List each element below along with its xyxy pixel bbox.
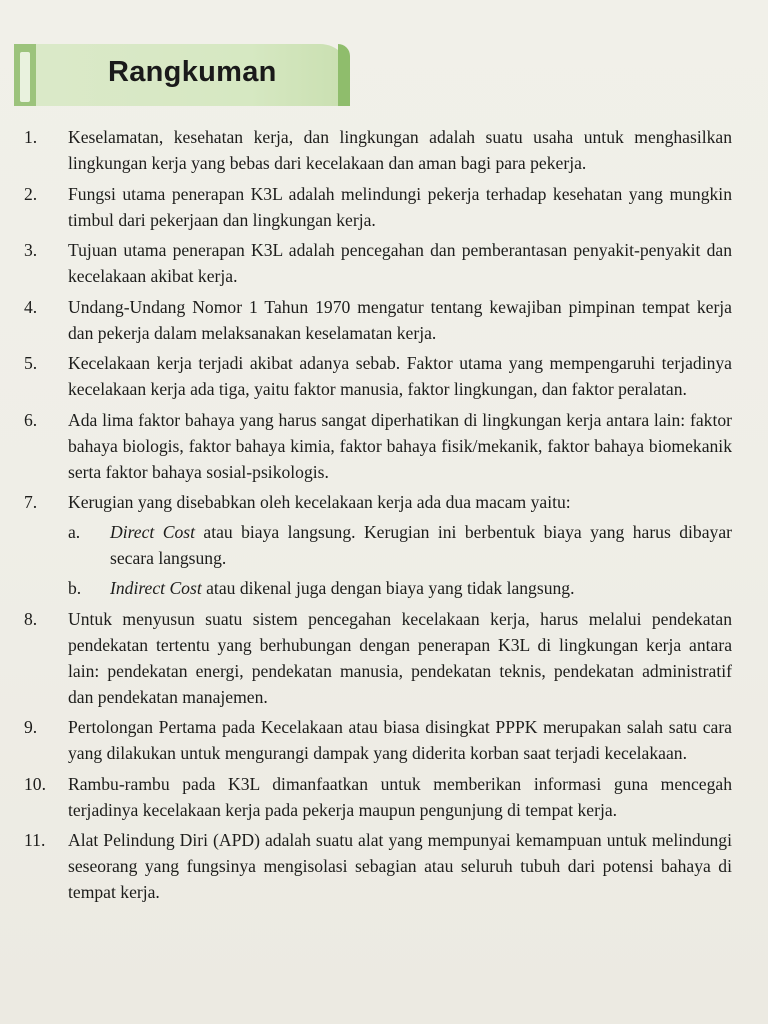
- item-number: 8.: [24, 608, 38, 629]
- list-item: [22, 489, 732, 601]
- header-accent-inner: [20, 52, 30, 102]
- list-item: [22, 714, 732, 766]
- header-corner-accent: [338, 44, 350, 106]
- sub-item-description: atau dikenal juga dengan biaya yang tidak langsung.: [201, 578, 575, 598]
- item-text: Fungsi utama penerapan K3L adalah melindungi pekerja terhadap kesehatan yang mungkin timbul dari pekerjaan dan lingkungan kerja.: [68, 183, 732, 230]
- item-text: Untuk menyusun suatu sistem pencegahan kecelakaan kerja, harus melalui pendekatan pendekatan tertentu yang berhubungan dengan penerapan K3L di lingkungan kerja antara lain: pendekatan energi, pendekatan manusia, pendekatan teknis, pendekatan administratif dan pendekatan manajemen.: [68, 608, 732, 707]
- item-number: 10.: [24, 773, 46, 794]
- list-item: [22, 350, 732, 402]
- item-body: [68, 489, 732, 601]
- item-number: 4.: [24, 296, 38, 317]
- item-number: 11.: [24, 830, 46, 850]
- list-item: [22, 606, 732, 710]
- item-number: 9.: [24, 717, 38, 737]
- item-text: Rambu-rambu pada K3L dimanfaatkan untuk memberikan informasi guna mencegah terjadinya kecelakaan kerja pada pekerja maupun pengunjung di tempat kerja.: [68, 773, 732, 820]
- list-item: [22, 407, 732, 485]
- list-item: [22, 124, 732, 176]
- sub-item-text: [110, 575, 732, 601]
- sub-item-term: Indirect Cost: [110, 578, 202, 598]
- page-title: Rangkuman: [108, 56, 277, 88]
- item-text: Alat Pelindung Diri (APD) adalah suatu alat yang mempunyai kemampuan untuk melindungi seseorang yang fungsinya mengisolasi sebagian atau seluruh tubuh dari potensi bahaya di tempat kerja.: [68, 830, 732, 902]
- item-text: Undang-Undang Nomor 1 Tahun 1970 mengatur tentang kewajiban pimpinan tempat kerja dan pekerja dalam melaksanakan keselamatan kerja.: [68, 296, 732, 343]
- item-number: 6.: [24, 409, 38, 430]
- item-text: Tujuan utama penerapan K3L adalah pencegahan dan pemberantasan penyakit-penyakit dan kecelakaan akibat kerja.: [68, 240, 732, 286]
- item-text: Pertolongan Pertama pada Kecelakaan atau biasa disingkat PPPK merupakan salah satu cara yang dilakukan untuk mengurangi dampak yang diderita korban saat terjadi kecelakaan.: [68, 717, 732, 763]
- sub-item-text: [110, 519, 732, 571]
- sub-item-letter: a.: [68, 522, 81, 542]
- sub-item-term: Direct Cost: [110, 522, 195, 542]
- item-number: 1.: [24, 127, 38, 147]
- sub-list-item: [68, 519, 732, 571]
- list-item: [22, 181, 732, 233]
- item-text: Keselamatan, kesehatan kerja, dan lingkungan adalah suatu usaha untuk menghasilkan lingkungan kerja yang bebas dari kecelakaan dan aman bagi para pekerja.: [68, 127, 732, 173]
- sub-item-description: atau biaya langsung. Kerugian ini berbentuk biaya yang harus dibayar secara langsung.: [110, 522, 732, 568]
- header-accent-stripe: [14, 44, 36, 106]
- list-item: [22, 237, 732, 289]
- sub-item-letter: b.: [68, 578, 82, 598]
- summary-list: [22, 124, 732, 910]
- list-item: [22, 827, 732, 905]
- item-number: 7.: [24, 492, 38, 512]
- list-item: [22, 771, 732, 823]
- sub-list-item: [68, 575, 732, 601]
- item-text: Kecelakaan kerja terjadi akibat adanya sebab. Faktor utama yang mempengaruhi terjadinya kecelakaan kerja ada tiga, yaitu faktor manusia, faktor lingkungan, dan faktor peralatan.: [68, 353, 732, 399]
- item-number: 3.: [24, 240, 38, 260]
- item-number: 5.: [24, 353, 38, 373]
- sub-list: [68, 519, 732, 601]
- list-item: [22, 294, 732, 346]
- item-text: Ada lima faktor bahaya yang harus sangat diperhatikan di lingkungan kerja antara lain: faktor bahaya biologis, faktor bahaya kimia, faktor bahaya fisik/mekanik, faktor bahaya biomekanik serta faktor bahaya sosial-psikologis.: [68, 409, 732, 482]
- item-number: 2.: [24, 183, 38, 204]
- item-text: Kerugian yang disebabkan oleh kecelakaan kerja ada dua macam yaitu:: [68, 492, 571, 512]
